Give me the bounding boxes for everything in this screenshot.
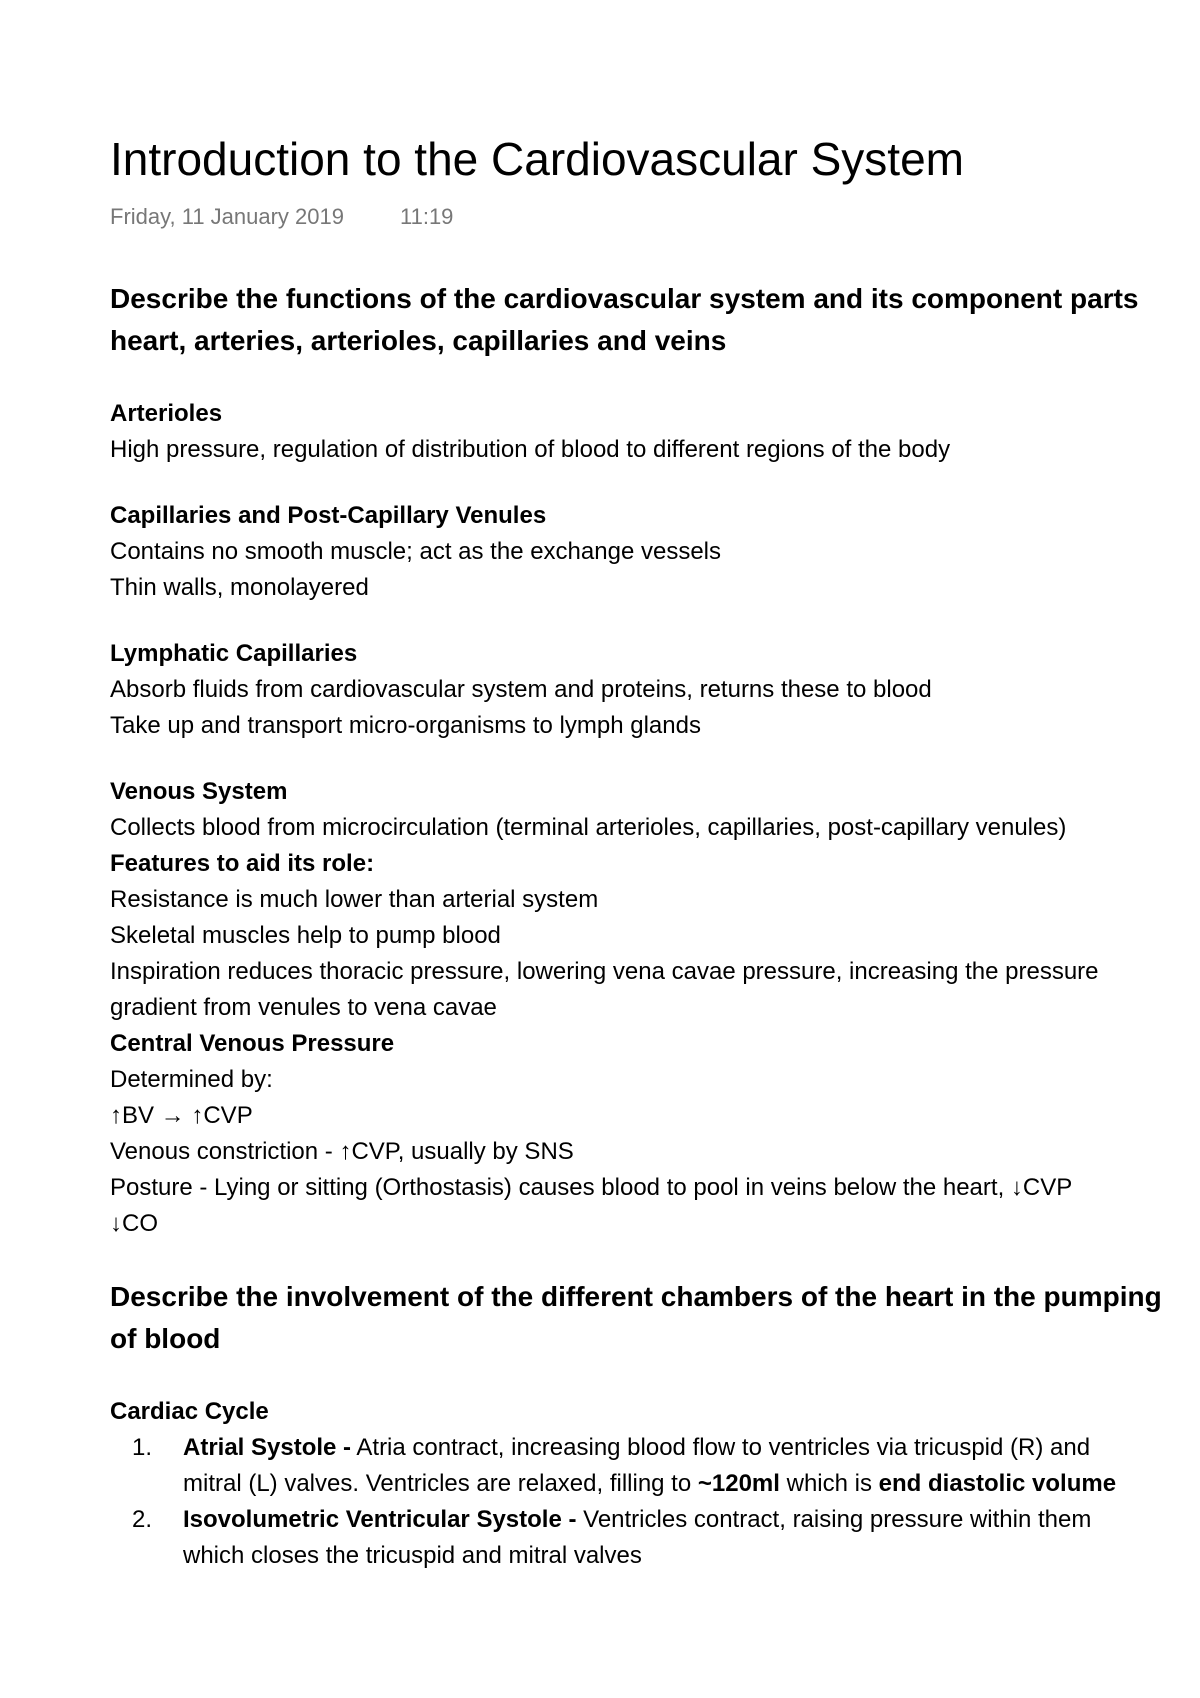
cvp-text-3: Venous constriction - ↑CVP, usually by SNS — [110, 1138, 574, 1165]
cardiac-cycle-title: Cardiac Cycle — [110, 1398, 269, 1425]
lymphatic-text-2: Take up and transport micro-organisms to lymph glands — [110, 712, 701, 739]
cvp-text-1: Determined by: — [110, 1066, 273, 1093]
venous-feature-2: Skeletal muscles help to pump blood — [110, 922, 501, 949]
arterioles-text: High pressure, regulation of distribution of blood to different regions of the body — [110, 436, 951, 463]
page-meta — [110, 204, 453, 230]
section1-heading-line2: heart, arteries, arterioles, capillaries and veins — [110, 325, 727, 356]
list-item-bold: ~120ml — [697, 1470, 780, 1497]
list-item-text: Atria contract, increasing blood flow to ventricles via tricuspid (R) and — [351, 1434, 1091, 1461]
arterioles-title: Arterioles — [110, 400, 223, 427]
capillaries-text-2: Thin walls, monolayered — [110, 574, 369, 601]
venous-features-title: Features to aid its role: — [110, 850, 375, 877]
cvp-text-4a: Posture - Lying or sitting (Orthostasis) causes blood to pool in veins below the heart, ↓CVP — [110, 1174, 1073, 1201]
lymphatic-title: Lymphatic Capillaries — [110, 640, 358, 667]
list-item — [110, 1502, 1200, 1574]
page-title: Introduction to the Cardiovascular System — [110, 133, 964, 185]
section2-heading-line2: of blood — [110, 1323, 221, 1354]
note-content — [110, 278, 1200, 1574]
cvp-text-4b: ↓CO — [110, 1210, 158, 1237]
cvp-title: Central Venous Pressure — [110, 1030, 395, 1057]
capillaries-title: Capillaries and Post-Capillary Venules — [110, 502, 547, 529]
venous-feature-3b: gradient from venules to vena cavae — [110, 994, 497, 1021]
list-item — [110, 1430, 1200, 1502]
venous-text-1: Collects blood from microcirculation (terminal arterioles, capillaries, post-capillary venules) — [110, 814, 1067, 841]
list-item-bold: Isovolumetric Ventricular Systole - — [183, 1506, 577, 1533]
venous-feature-3a: Inspiration reduces thoracic pressure, lowering vena cavae pressure, increasing the pressure — [110, 958, 1099, 985]
capillaries-text-1: Contains no smooth muscle; act as the exchange vessels — [110, 538, 721, 565]
page-time: 11:19 — [400, 204, 454, 229]
cardiac-cycle-list — [110, 1430, 1200, 1574]
section1-heading-line1: Describe the functions of the cardiovascular system and its component parts — [110, 283, 1139, 314]
list-item-text: which is — [779, 1470, 879, 1497]
page-date: Friday, 11 January 2019 — [110, 204, 344, 229]
list-item-bold: end diastolic volume — [878, 1470, 1117, 1497]
venous-title: Venous System — [110, 778, 288, 805]
list-item-text: mitral (L) valves. Ventricles are relaxed, filling to — [183, 1470, 698, 1497]
list-item-text: Ventricles contract, raising pressure within them — [576, 1506, 1092, 1533]
list-number: 1. — [132, 1434, 153, 1461]
section2-heading-line1: Describe the involvement of the different chambers of the heart in the pumping — [110, 1281, 1162, 1312]
venous-feature-1: Resistance is much lower than arterial system — [110, 886, 599, 913]
list-number: 2. — [132, 1506, 153, 1533]
list-item-bold: Atrial Systole - — [183, 1434, 352, 1461]
cvp-text-2: ↑BV → ↑CVP — [110, 1102, 253, 1129]
lymphatic-text-1: Absorb fluids from cardiovascular system and proteins, returns these to blood — [110, 676, 932, 703]
list-item-text: which closes the tricuspid and mitral valves — [183, 1542, 642, 1569]
